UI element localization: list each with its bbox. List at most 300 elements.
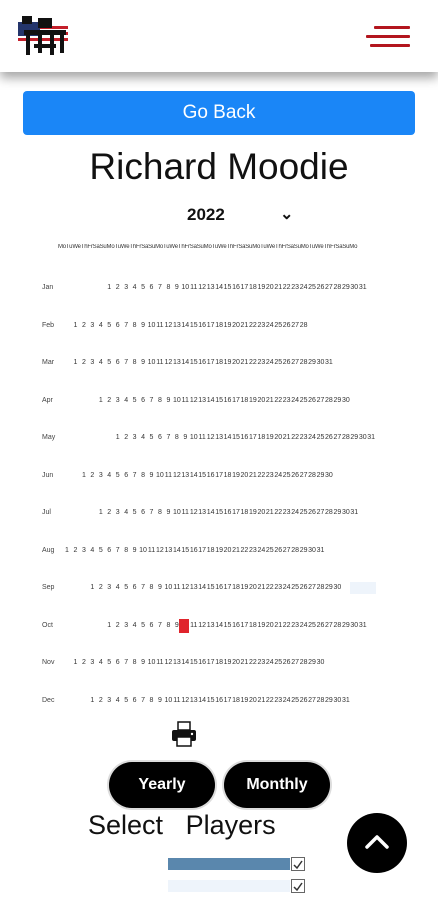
calendar-day[interactable]: 23: [291, 284, 300, 291]
calendar-day[interactable]: 21: [240, 659, 249, 666]
calendar-day[interactable]: 29: [333, 509, 342, 516]
calendar-day[interactable]: 7: [141, 584, 145, 591]
calendar-day[interactable]: 1: [73, 659, 78, 666]
calendar-day[interactable]: 30: [333, 584, 342, 591]
calendar-day[interactable]: 27: [325, 284, 333, 291]
calendar-day[interactable]: 15: [189, 359, 198, 366]
calendar-day[interactable]: 11: [156, 321, 164, 329]
calendar-day[interactable]: 15: [206, 696, 215, 704]
calendar-day[interactable]: 13: [189, 696, 198, 704]
calendar-day[interactable]: 14: [215, 284, 223, 291]
calendar-day[interactable]: 11: [164, 471, 173, 479]
calendar-day[interactable]: 8: [132, 659, 137, 666]
calendar-day[interactable]: 8: [174, 434, 179, 441]
calendar-day[interactable]: 22: [282, 621, 291, 629]
calendar-day[interactable]: 7: [141, 696, 145, 704]
calendar-day[interactable]: 9: [149, 471, 154, 479]
year-select[interactable]: [187, 205, 307, 229]
calendar-day[interactable]: 17: [206, 659, 215, 666]
calendar-day[interactable]: 22: [274, 509, 283, 516]
calendar-day[interactable]: 25: [265, 546, 274, 554]
calendar-day[interactable]: 15: [198, 471, 207, 479]
calendar-day[interactable]: 10: [139, 546, 147, 554]
printer-icon[interactable]: [170, 720, 198, 748]
calendar-day[interactable]: 15: [223, 621, 232, 629]
calendar-day[interactable]: 5: [141, 284, 145, 291]
calendar-day[interactable]: 28: [308, 471, 316, 479]
calendar-day[interactable]: 15: [223, 284, 232, 291]
calendar-day[interactable]: 22: [282, 284, 291, 291]
calendar-day[interactable]: 29: [350, 434, 359, 441]
calendar-day[interactable]: 26: [282, 659, 291, 666]
calendar-day[interactable]: 23: [257, 359, 266, 366]
calendar-day[interactable]: 4: [98, 321, 103, 329]
calendar-day[interactable]: 16: [198, 659, 207, 666]
calendar-day[interactable]: 22: [265, 584, 274, 591]
calendar-day[interactable]: 24: [299, 621, 308, 629]
calendar-day[interactable]: 16: [215, 696, 223, 704]
calendar-day[interactable]: 7: [166, 434, 171, 441]
calendar-day[interactable]: 30: [308, 546, 316, 554]
calendar-day[interactable]: 20: [257, 396, 266, 404]
calendar-day[interactable]: 23: [282, 509, 291, 516]
calendar-day[interactable]: 8: [166, 621, 171, 629]
calendar-day[interactable]: 3: [107, 696, 112, 704]
calendar-day[interactable]: 31: [350, 509, 359, 516]
calendar-day[interactable]: 9: [174, 284, 179, 291]
calendar-day[interactable]: 23: [274, 696, 283, 704]
calendar-day[interactable]: 4: [124, 396, 129, 404]
calendar-day[interactable]: 9: [157, 584, 162, 591]
calendar-day[interactable]: 14: [172, 546, 181, 554]
calendar-day[interactable]: 21: [257, 584, 266, 591]
calendar-day[interactable]: 6: [149, 621, 154, 629]
calendar-day[interactable]: 2: [90, 471, 95, 479]
calendar-day[interactable]: 22: [248, 359, 257, 366]
calendar-day[interactable]: 26: [274, 546, 283, 554]
calendar-day[interactable]: 3: [115, 509, 120, 516]
calendar-day[interactable]: 31: [325, 359, 333, 366]
calendar-day[interactable]: 8: [157, 509, 162, 516]
calendar-day[interactable]: 19: [248, 396, 257, 404]
calendar-day[interactable]: 3: [107, 584, 112, 591]
calendar-day[interactable]: 5: [124, 696, 129, 704]
calendar-day[interactable]: 21: [240, 321, 249, 329]
calendar-day[interactable]: 1: [98, 396, 103, 404]
calendar-day[interactable]: 7: [157, 621, 162, 629]
calendar-day[interactable]: 10: [172, 396, 181, 404]
go-back-button[interactable]: Go Back: [23, 91, 415, 135]
site-logo[interactable]: [16, 14, 70, 58]
calendar-day[interactable]: 20: [240, 471, 249, 479]
calendar-day[interactable]: 26: [308, 509, 316, 516]
calendar-day[interactable]: 23: [299, 434, 308, 441]
calendar-day[interactable]: 18: [215, 359, 223, 366]
calendar-day[interactable]: 21: [282, 434, 291, 441]
calendar-day[interactable]: 20: [257, 509, 266, 516]
calendar-day[interactable]: 16: [189, 546, 198, 554]
calendar-day[interactable]: 24: [282, 584, 291, 591]
calendar-day[interactable]: 6: [149, 284, 154, 291]
calendar-day[interactable]: 22: [257, 471, 266, 479]
calendar-day[interactable]: 30: [341, 396, 350, 404]
calendar-day[interactable]: 3: [90, 359, 95, 366]
calendar-day[interactable]: 6: [107, 546, 112, 554]
calendar-day[interactable]: 4: [115, 584, 120, 591]
calendar-day[interactable]: 14: [198, 696, 207, 704]
calendar-day[interactable]: 26: [282, 359, 291, 366]
calendar-day[interactable]: 29: [316, 471, 325, 479]
calendar-day[interactable]: 25: [308, 284, 316, 291]
calendar-day[interactable]: 12: [198, 284, 207, 291]
calendar-day[interactable]: 1: [115, 434, 120, 441]
calendar-day[interactable]: 5: [124, 584, 129, 591]
calendar-day[interactable]: 6: [115, 359, 120, 366]
calendar-day[interactable]: 25: [274, 321, 283, 329]
calendar-day[interactable]: 31: [316, 546, 325, 554]
calendar-day[interactable]: 28: [299, 321, 308, 329]
calendar-day[interactable]: 10: [189, 434, 198, 441]
calendar-day[interactable]: 13: [172, 359, 181, 366]
calendar-day[interactable]: 4: [115, 696, 120, 704]
calendar-day[interactable]: 23: [291, 621, 300, 629]
calendar-day[interactable]: 15: [215, 396, 223, 404]
calendar-day[interactable]: 30: [350, 284, 359, 291]
calendar-day[interactable]: 3: [98, 471, 103, 479]
calendar-day[interactable]: 12: [181, 696, 190, 704]
calendar-day[interactable]: 14: [181, 659, 190, 666]
calendar-day[interactable]: 26: [282, 321, 291, 329]
calendar-day[interactable]: 23: [282, 396, 291, 404]
calendar-day[interactable]: 28: [333, 621, 342, 629]
calendar-day[interactable]: 22: [240, 546, 249, 554]
calendar-day[interactable]: 4: [141, 434, 145, 441]
calendar-day[interactable]: 6: [115, 321, 120, 329]
calendar-day[interactable]: 20: [232, 321, 240, 329]
calendar-day[interactable]: 19: [248, 509, 257, 516]
calendar-day[interactable]: 17: [223, 696, 232, 704]
calendar-day[interactable]: 13: [206, 284, 215, 291]
calendar-day[interactable]: 28: [316, 584, 325, 591]
calendar-day[interactable]: 4: [132, 621, 137, 629]
calendar-day[interactable]: 13: [189, 584, 198, 591]
calendar-day[interactable]: 26: [316, 621, 325, 629]
calendar-day[interactable]: 25: [299, 396, 308, 404]
calendar-day[interactable]: 5: [132, 509, 137, 516]
calendar-day[interactable]: 26: [316, 284, 325, 291]
calendar-day[interactable]: 28: [325, 396, 333, 404]
player-checkbox[interactable]: [291, 857, 305, 871]
calendar-day[interactable]: 29: [325, 584, 333, 591]
calendar-day[interactable]: 21: [274, 621, 283, 629]
calendar-day[interactable]: 20: [223, 546, 232, 554]
calendar-day[interactable]: 6: [132, 584, 137, 591]
calendar-day[interactable]: 30: [316, 359, 325, 366]
calendar-day[interactable]: 9: [141, 659, 145, 666]
calendar-day[interactable]: 21: [232, 546, 240, 554]
calendar-day[interactable]: 25: [299, 509, 308, 516]
calendar-day[interactable]: 17: [215, 471, 223, 479]
calendar-day[interactable]: 13: [215, 434, 223, 441]
calendar-day[interactable]: 8: [132, 359, 137, 366]
calendar-day[interactable]: 2: [81, 359, 86, 366]
calendar-day[interactable]: 3: [124, 621, 129, 629]
calendar-day[interactable]: 8: [157, 396, 162, 404]
calendar-day[interactable]: 1: [73, 321, 78, 329]
calendar-day[interactable]: 6: [157, 434, 162, 441]
monthly-button[interactable]: Monthly: [224, 762, 330, 808]
calendar-day[interactable]: 17: [206, 359, 215, 366]
calendar-day[interactable]: 18: [215, 659, 223, 666]
calendar-day[interactable]: 18: [223, 471, 232, 479]
calendar-day[interactable]: 17: [232, 396, 240, 404]
calendar-day[interactable]: 25: [274, 659, 283, 666]
calendar-day[interactable]: 7: [124, 659, 129, 666]
calendar-day[interactable]: 1: [73, 359, 78, 366]
calendar-day[interactable]: 9: [166, 509, 171, 516]
calendar-day[interactable]: 29: [341, 621, 350, 629]
calendar-day[interactable]: 17: [248, 434, 257, 441]
calendar-day[interactable]: 17: [223, 584, 232, 591]
calendar-day[interactable]: 18: [215, 321, 223, 329]
calendar-day[interactable]: 21: [248, 471, 257, 479]
calendar-day[interactable]: 6: [132, 696, 137, 704]
calendar-day[interactable]: 7: [124, 359, 129, 366]
calendar-day[interactable]: 9: [183, 434, 188, 441]
calendar-day[interactable]: 15: [181, 546, 190, 554]
calendar-day[interactable]: 6: [141, 396, 145, 404]
calendar-day[interactable]: 19: [215, 546, 223, 554]
calendar-day[interactable]: 21: [265, 396, 274, 404]
calendar-day[interactable]: 26: [291, 471, 300, 479]
calendar-day[interactable]: 13: [198, 396, 207, 404]
calendar-day[interactable]: 11: [181, 509, 189, 516]
calendar-day[interactable]: 11: [190, 621, 198, 629]
calendar-day[interactable]: 28: [316, 696, 325, 704]
calendar-day[interactable]: 27: [308, 696, 316, 704]
calendar-day[interactable]: 19: [223, 321, 232, 329]
calendar-day[interactable]: 24: [308, 434, 316, 441]
calendar-day[interactable]: 18: [257, 434, 266, 441]
calendar-day[interactable]: 3: [90, 321, 95, 329]
calendar-day[interactable]: 3: [132, 434, 137, 441]
calendar-day[interactable]: 27: [291, 359, 300, 366]
calendar-day[interactable]: 28: [333, 284, 342, 291]
calendar-day[interactable]: 29: [308, 659, 316, 666]
calendar-day[interactable]: 23: [257, 321, 266, 329]
calendar-day[interactable]: 27: [316, 396, 325, 404]
calendar-day[interactable]: 24: [257, 546, 266, 554]
calendar-day[interactable]: 11: [147, 546, 156, 554]
calendar-day[interactable]: 27: [333, 434, 342, 441]
calendar-day[interactable]: 28: [325, 509, 333, 516]
calendar-day[interactable]: 31: [358, 621, 367, 629]
calendar-day[interactable]: 14: [223, 434, 232, 441]
calendar-day[interactable]: 2: [81, 321, 86, 329]
calendar-day[interactable]: 20: [265, 284, 274, 291]
calendar-day[interactable]: 27: [316, 509, 325, 516]
calendar-day[interactable]: 21: [265, 509, 274, 516]
calendar-day[interactable]: 15: [189, 321, 198, 329]
calendar-day[interactable]: 9: [141, 359, 145, 366]
calendar-day[interactable]: 11: [190, 284, 198, 291]
calendar-day[interactable]: 2: [81, 659, 86, 666]
calendar-day[interactable]: 23: [248, 546, 257, 554]
calendar-day[interactable]: 2: [124, 434, 129, 441]
calendar-day[interactable]: 8: [141, 471, 145, 479]
calendar-day[interactable]: 2: [98, 584, 103, 591]
calendar-day[interactable]: 1: [107, 284, 112, 291]
calendar-day[interactable]: 7: [157, 284, 162, 291]
calendar-day[interactable]: 24: [265, 359, 274, 366]
calendar-day[interactable]: 7: [149, 396, 154, 404]
calendar-day[interactable]: 12: [164, 321, 173, 329]
calendar-day[interactable]: 19: [257, 284, 266, 291]
calendar-day[interactable]: 2: [73, 546, 78, 554]
calendar-day[interactable]: 13: [172, 321, 181, 329]
calendar-day[interactable]: 4: [124, 509, 129, 516]
calendar-day[interactable]: 16: [215, 584, 223, 591]
calendar-day[interactable]: 10: [164, 584, 173, 591]
calendar-day[interactable]: 25: [291, 584, 300, 591]
calendar-day[interactable]: 2: [115, 621, 120, 629]
calendar-day[interactable]: 21: [257, 696, 266, 704]
calendar-day[interactable]: 29: [299, 546, 308, 554]
calendar-day[interactable]: 19: [232, 471, 240, 479]
calendar-day[interactable]: 27: [282, 546, 291, 554]
calendar-day[interactable]: 17: [240, 284, 249, 291]
calendar-day[interactable]: 25: [282, 471, 291, 479]
calendar-day[interactable]: 19: [265, 434, 274, 441]
calendar-day[interactable]: 6: [141, 509, 145, 516]
calendar-day[interactable]: 22: [248, 659, 257, 666]
calendar-day[interactable]: 15: [206, 584, 215, 591]
hamburger-menu-icon[interactable]: [366, 24, 410, 50]
calendar-day[interactable]: 11: [173, 584, 181, 591]
calendar-day[interactable]: 14: [181, 359, 190, 366]
calendar-day[interactable]: 29: [325, 696, 333, 704]
calendar-day[interactable]: 3: [124, 284, 129, 291]
calendar-day[interactable]: 3: [115, 396, 120, 404]
scroll-to-top-button[interactable]: [347, 813, 407, 873]
calendar-day[interactable]: 30: [333, 696, 342, 704]
calendar-day[interactable]: 30: [341, 509, 350, 516]
calendar-day[interactable]: 10: [156, 471, 164, 479]
calendar-day[interactable]: 31: [341, 696, 350, 704]
calendar-day[interactable]: 23: [265, 471, 274, 479]
calendar-day[interactable]: 7: [115, 546, 120, 554]
calendar-day[interactable]: 27: [291, 321, 300, 329]
calendar-day[interactable]: 13: [164, 546, 173, 554]
calendar-day[interactable]: 1: [98, 509, 103, 516]
calendar-day[interactable]: 8: [149, 696, 154, 704]
calendar-day[interactable]: 28: [291, 546, 300, 554]
calendar-day[interactable]: 17: [232, 509, 240, 516]
calendar-day[interactable]: 22: [265, 696, 274, 704]
calendar-day[interactable]: 15: [215, 509, 223, 516]
calendar-day[interactable]: 11: [181, 396, 189, 404]
calendar-day[interactable]: 16: [232, 621, 240, 629]
calendar-day[interactable]: 24: [265, 321, 274, 329]
calendar-day[interactable]: 9: [157, 696, 162, 704]
calendar-day[interactable]: 4: [98, 359, 103, 366]
yearly-button[interactable]: Yearly: [109, 762, 215, 808]
calendar-day[interactable]: 10: [147, 659, 156, 666]
calendar-day[interactable]: 22: [291, 434, 300, 441]
calendar-day[interactable]: 18: [206, 546, 215, 554]
calendar-day[interactable]: 3: [81, 546, 86, 554]
calendar-day[interactable]: 12: [189, 509, 198, 516]
calendar-day[interactable]: 16: [198, 321, 207, 329]
calendar-day[interactable]: 2: [115, 284, 120, 291]
calendar-day[interactable]: 30: [358, 434, 367, 441]
calendar-day[interactable]: 7: [132, 471, 137, 479]
calendar-day[interactable]: 28: [299, 359, 308, 366]
calendar-day[interactable]: 26: [299, 696, 308, 704]
calendar-day[interactable]: 18: [232, 696, 240, 704]
calendar-day[interactable]: 12: [164, 359, 173, 366]
calendar-day[interactable]: 18: [248, 284, 257, 291]
calendar-day[interactable]: 12: [164, 659, 173, 666]
calendar-day[interactable]: 1: [81, 471, 86, 479]
calendar-day[interactable]: 21: [240, 359, 249, 366]
calendar-day[interactable]: 26: [325, 434, 333, 441]
calendar-day[interactable]: 4: [98, 659, 103, 666]
calendar-day[interactable]: 13: [172, 659, 181, 666]
calendar-day[interactable]: 13: [206, 621, 215, 629]
calendar-day[interactable]: 31: [358, 284, 367, 291]
calendar-day[interactable]: 22: [248, 321, 257, 329]
calendar-day[interactable]: 14: [215, 621, 223, 629]
calendar-day[interactable]: 29: [308, 359, 316, 366]
calendar-day[interactable]: 12: [156, 546, 164, 554]
calendar-day[interactable]: 27: [325, 621, 333, 629]
calendar-day[interactable]: 5: [107, 321, 112, 329]
calendar-day[interactable]: 8: [166, 284, 171, 291]
calendar-day[interactable]: 1: [90, 584, 95, 591]
calendar-day[interactable]: 12: [189, 396, 198, 404]
calendar-day[interactable]: 14: [189, 471, 198, 479]
calendar-day[interactable]: 19: [223, 659, 232, 666]
calendar-day[interactable]: 28: [299, 659, 308, 666]
calendar-day[interactable]: 6: [124, 471, 129, 479]
calendar-day[interactable]: 14: [206, 396, 215, 404]
calendar-day[interactable]: 18: [240, 396, 249, 404]
calendar-day[interactable]: 29: [333, 396, 342, 404]
calendar-day[interactable]: 28: [341, 434, 350, 441]
calendar-day[interactable]: 19: [240, 584, 249, 591]
calendar-day[interactable]: 8: [149, 584, 154, 591]
calendar-day[interactable]: 1: [107, 621, 112, 629]
calendar-day[interactable]: 2: [107, 509, 112, 516]
calendar-day[interactable]: 31: [367, 434, 376, 441]
calendar-day[interactable]: 10: [147, 359, 156, 366]
calendar-day[interactable]: 10: [172, 509, 181, 516]
calendar-day[interactable]: 4: [107, 471, 112, 479]
calendar-day[interactable]: 30: [316, 659, 325, 666]
calendar-day[interactable]: 11: [156, 359, 164, 366]
calendar-day[interactable]: 25: [308, 621, 316, 629]
calendar-day[interactable]: 7: [124, 321, 129, 329]
calendar-day[interactable]: 10: [147, 321, 156, 329]
calendar-day[interactable]: 12: [198, 621, 207, 629]
calendar-day[interactable]: 2: [98, 696, 103, 704]
calendar-day[interactable]: 6: [115, 659, 120, 666]
calendar-day[interactable]: 17: [198, 546, 207, 554]
calendar-day[interactable]: 30: [325, 471, 333, 479]
calendar-day[interactable]: 18: [248, 621, 257, 629]
calendar-day[interactable]: 9: [174, 621, 179, 629]
